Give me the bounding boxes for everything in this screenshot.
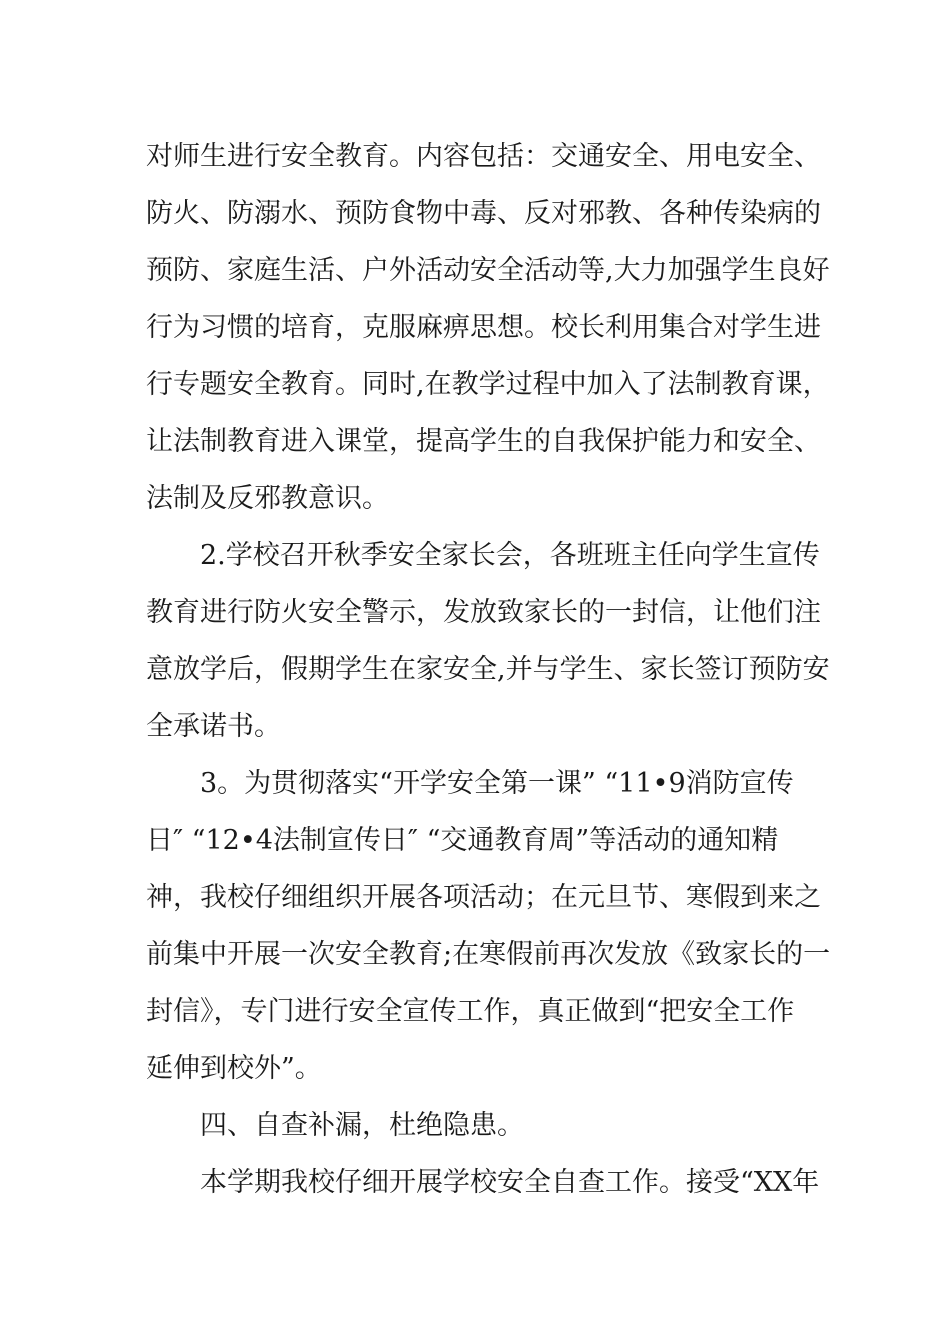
paragraph-line: 教育进行防火安全警示，发放致家长的一封信，让他们注 xyxy=(146,597,821,628)
paragraph-line: 日″ “12•4法制宣传日″ “交通教育周”等活动的通知精 xyxy=(146,825,779,856)
paragraph-line: 本学期我校仔细开展学校安全自查工作。接受“XX年 xyxy=(200,1167,820,1198)
paragraph-line: 让法制教育进入课堂，提高学生的自我保护能力和安全、 xyxy=(146,426,821,457)
paragraph-line: 对师生进行安全教育。内容包括：交通安全、用电安全、 xyxy=(146,141,821,172)
section-heading: 四、自查补漏，杜绝隐患。 xyxy=(200,1110,524,1141)
paragraph-line: 延伸到校外”。 xyxy=(146,1053,322,1084)
paragraph-line: 法制及反邪教意识。 xyxy=(146,483,389,514)
paragraph-line: 行专题安全教育。同时,在教学过程中加入了法制教育课， xyxy=(146,369,830,400)
paragraph-line: 3。为贯彻落实“开学安全第一课” “11•9消防宣传 xyxy=(200,768,794,799)
paragraph-line: 2.学校召开秋季安全家长会，各班班主任向学生宣传 xyxy=(200,540,820,571)
paragraph-line: 前集中开展一次安全教育;在寒假前再次发放《致家长的一 xyxy=(146,939,831,970)
document-body xyxy=(146,128,831,1211)
paragraph-line: 神，我校仔细组织开展各项活动；在元旦节、寒假到来之 xyxy=(146,882,821,913)
paragraph-line: 防火、防溺水、预防食物中毒、反对邪教、各种传染病的 xyxy=(146,198,821,229)
paragraph-line: 全承诺书。 xyxy=(146,711,281,742)
paragraph-line: 行为习惯的培育，克服麻痹思想。校长利用集合对学生进 xyxy=(146,312,821,343)
paragraph-line: 预防、家庭生活、户外活动安全活动等,大力加强学生良好 xyxy=(146,255,830,286)
paragraph-line: 封信》，专门进行安全宣传工作，真正做到“把安全工作 xyxy=(146,996,795,1027)
paragraph-line: 意放学后，假期学生在家安全,并与学生、家长签订预防安 xyxy=(146,654,830,685)
